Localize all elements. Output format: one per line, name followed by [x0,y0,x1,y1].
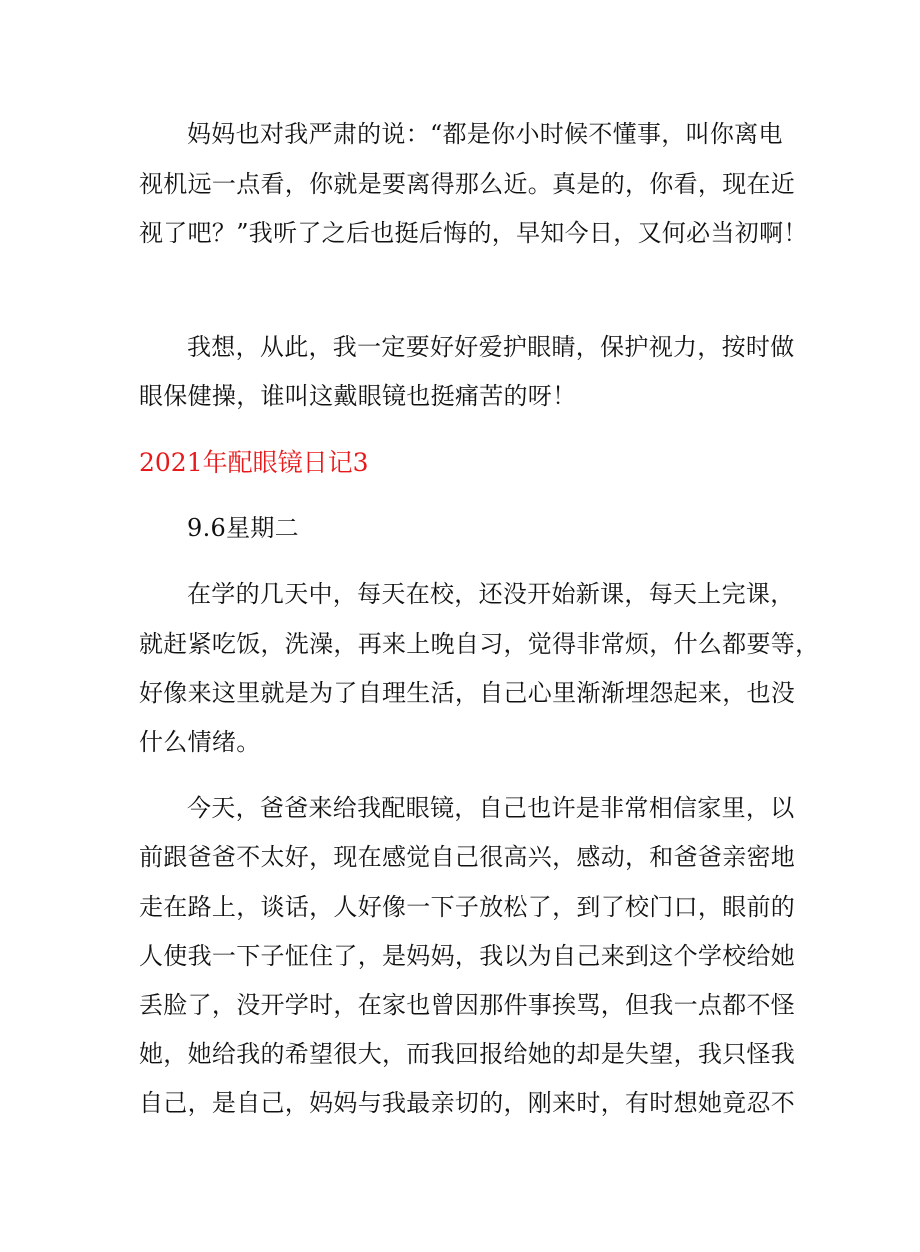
paragraph-3-line-3: 好像来这里就是为了自理生活，自己心里渐渐埋怨起来，也没 [139,679,796,707]
paragraph-4-line-4: 人使我一下子怔住了，是妈妈，我以为自己来到这个学校给她 [139,942,796,970]
paragraph-4-line-7: 自己，是自己，妈妈与我最亲切的，刚来时，有时想她竟忍不 [139,1089,796,1117]
paragraph-3-line-4: 什么情绪。 [139,728,261,756]
paragraph-1-line-2: 视机远一点看，你就是要离得那么近。真是的，你看，现在近 [139,170,796,198]
paragraph-1-line-3: 视了吧？”我听了之后也挺后悔的，早知今日，又何必当初啊！ [139,219,808,247]
date-line: 9.6星期二 [187,514,299,542]
paragraph-4-line-6: 她，她给我的希望很大，而我回报给她的却是失望，我只怪我 [139,1040,796,1068]
section-heading: 2021年配眼镜日记3 [139,448,369,477]
paragraph-4-line-1: 今天，爸爸来给我配眼镜，自己也许是非常相信家里，以 [187,794,795,822]
paragraph-3-line-1: 在学的几天中，每天在校，还没开始新课，每天上完课， [187,580,795,608]
paragraph-2-line-2: 眼保健操，谁叫这戴眼镜也挺痛苦的呀！ [139,382,577,410]
paragraph-2-line-1: 我想，从此，我一定要好好爱护眼睛，保护视力，按时做 [187,333,795,361]
paragraph-4-line-5: 丢脸了，没开学时，在家也曾因那件事挨骂，但我一点都不怪 [139,991,796,1019]
paragraph-1-line-1: 妈妈也对我严肃的说：“都是你小时候不懂事，叫你离电 [187,120,783,148]
paragraph-4-line-3: 走在路上，谈话，人好像一下子放松了，到了校门口，眼前的 [139,893,796,921]
paragraph-4-line-2: 前跟爸爸不太好，现在感觉自己很高兴，感动，和爸爸亲密地 [139,843,796,871]
paragraph-3-line-2: 就赶紧吃饭，洗澡，再来上晚自习，觉得非常烦，什么都要等， [139,630,820,658]
